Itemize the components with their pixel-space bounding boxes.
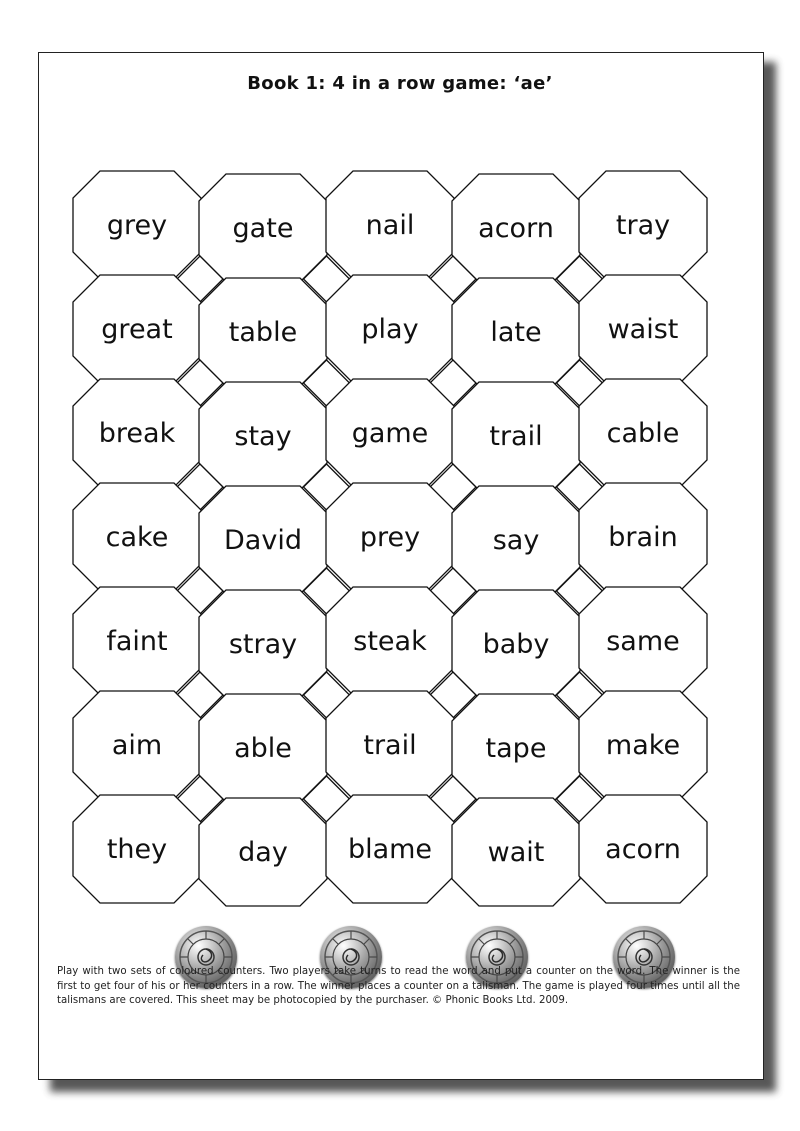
word-cell[interactable] xyxy=(73,275,201,383)
cell-word: aim xyxy=(111,730,163,761)
cell-word: late xyxy=(490,317,542,348)
word-cell[interactable] xyxy=(579,691,707,799)
cell-word: acorn xyxy=(478,213,554,244)
word-cell[interactable] xyxy=(326,691,454,799)
cell-word: they xyxy=(106,834,168,865)
word-cell[interactable] xyxy=(326,379,454,487)
cell-word: stray xyxy=(228,629,298,660)
cell-word: able xyxy=(234,733,292,764)
word-cell[interactable] xyxy=(452,382,580,490)
cell-word: great xyxy=(101,314,173,345)
cell-word: brain xyxy=(608,522,678,553)
word-cell[interactable] xyxy=(73,379,201,487)
cell-word: faint xyxy=(106,626,168,657)
cell-word: say xyxy=(492,525,540,556)
word-cell[interactable] xyxy=(199,382,327,490)
cell-word: tape xyxy=(485,733,547,764)
word-cell[interactable] xyxy=(579,795,707,903)
cell-word: steak xyxy=(353,626,427,657)
word-cell[interactable] xyxy=(579,275,707,383)
cell-word: trail xyxy=(363,730,417,761)
word-cell[interactable] xyxy=(199,590,327,698)
word-cell[interactable] xyxy=(326,275,454,383)
cell-word: gate xyxy=(232,213,294,244)
word-cell[interactable] xyxy=(73,587,201,695)
cell-word: prey xyxy=(359,522,421,553)
cell-word: acorn xyxy=(605,834,681,865)
word-cell[interactable] xyxy=(326,795,454,903)
cell-word: cable xyxy=(606,418,680,449)
cell-word: break xyxy=(98,418,176,449)
word-cell[interactable] xyxy=(199,486,327,594)
word-cell[interactable] xyxy=(73,483,201,591)
cell-word: play xyxy=(361,314,419,345)
word-cell[interactable] xyxy=(73,795,201,903)
cell-word: cake xyxy=(105,522,169,553)
cell-word: David xyxy=(224,525,302,556)
cell-word: wait xyxy=(487,837,545,868)
word-cell[interactable] xyxy=(452,278,580,386)
cell-word: trail xyxy=(489,421,543,452)
word-cell[interactable] xyxy=(73,691,201,799)
cell-word: same xyxy=(606,626,680,657)
cell-word: make xyxy=(605,730,681,761)
word-cell[interactable] xyxy=(452,590,580,698)
instructions-text: Play with two sets of coloured counters. Two players take turns to read the word and put a counter on the word. The winner is the first to get four of his or her counters in a row. The winner places a counter on a talisman. The game is played four times until all the talismans are covered. This sheet may be photocopied by the purchaser. © Phonic Books Ltd. 2009. xyxy=(57,966,740,1006)
cell-word: blame xyxy=(347,834,433,865)
word-cell[interactable] xyxy=(199,174,327,282)
word-cell[interactable] xyxy=(199,798,327,906)
cell-word: baby xyxy=(482,629,550,660)
word-cell[interactable] xyxy=(326,587,454,695)
word-cell[interactable] xyxy=(452,486,580,594)
word-cell[interactable] xyxy=(452,694,580,802)
word-cell[interactable] xyxy=(326,171,454,279)
cell-word: grey xyxy=(106,210,168,241)
word-cell[interactable] xyxy=(326,483,454,591)
word-cell[interactable] xyxy=(73,171,201,279)
page-title: Book 1: 4 in a row game: ‘ae’ xyxy=(247,73,553,94)
word-cell[interactable] xyxy=(579,171,707,279)
cell-word: day xyxy=(238,837,288,868)
word-cell[interactable] xyxy=(579,483,707,591)
word-cell[interactable] xyxy=(452,798,580,906)
cell-word: waist xyxy=(607,314,679,345)
cell-word: table xyxy=(228,317,298,348)
word-cell[interactable] xyxy=(452,174,580,282)
cell-word: tray xyxy=(615,210,671,241)
cell-word: game xyxy=(351,418,429,449)
cell-word: stay xyxy=(234,421,292,452)
word-cell[interactable] xyxy=(199,694,327,802)
cell-word: nail xyxy=(365,210,415,241)
word-cell[interactable] xyxy=(579,587,707,695)
word-cell[interactable] xyxy=(579,379,707,487)
word-cell[interactable] xyxy=(199,278,327,386)
